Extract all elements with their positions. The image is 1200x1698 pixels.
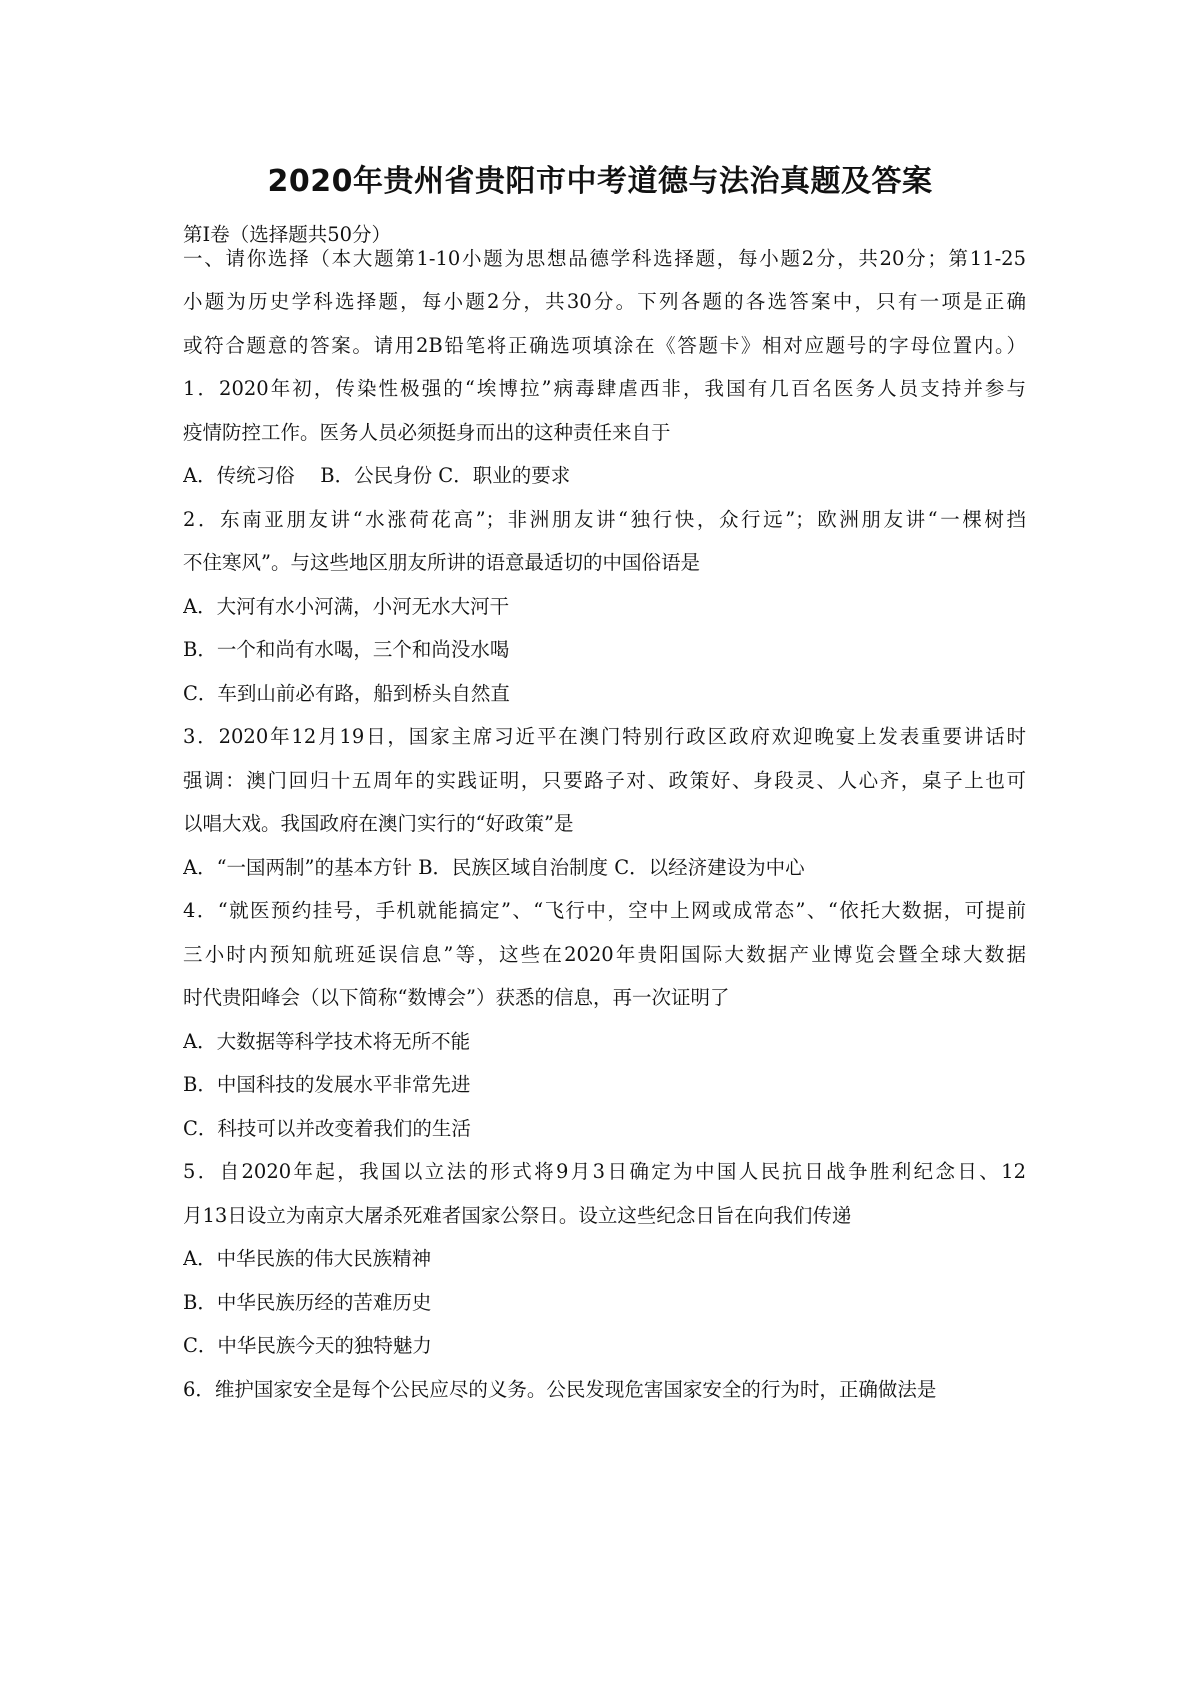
q1-stem-line-1: 1．2020年初，传染性极强的“埃博拉”病毒肆虐西非，我国有几百名医务人员支持并参与 (183, 377, 1026, 400)
q4-option-b: B．中国科技的发展水平非常先进 (183, 1073, 471, 1096)
q1-stem-line-2: 疫情防控工作。医务人员必须挺身而出的这种责任来自于 (183, 421, 671, 444)
q4-stem-line-2: 三小时内预知航班延误信息”等，这些在2020年贵阳国际大数据产业博览会暨全球大数据 (183, 943, 1026, 966)
instructions-line-1: 一、请你选择（本大题第1-10小题为思想品德学科选择题，每小题2分，共20分；第11-25 (183, 247, 1026, 270)
q2-option-a: A．大河有水小河满，小河无水大河干 (183, 595, 510, 618)
q5-option-b: B．中华民族历经的苦难历史 (183, 1291, 432, 1314)
instructions-line-3: 或符合题意的答案。请用2B铅笔将正确选项填涂在《答题卡》相对应题号的字母位置内。） (183, 334, 1026, 357)
instructions-line-2: 小题为历史学科选择题，每小题2分，共30分。下列各题的各选答案中，只有一项是正确 (183, 290, 1026, 313)
q5-stem-line-1: 5．自2020年起，我国以立法的形式将9月3日确定为中国人民抗日战争胜利纪念日、12 (183, 1160, 1026, 1183)
q3-stem-line-2: 强调：澳门回归十五周年的实践证明，只要路子对、政策好、身段灵、人心齐，桌子上也可 (183, 769, 1026, 792)
q2-stem-line-2: 不住寒风”。与这些地区朋友所讲的语意最适切的中国俗语是 (183, 551, 700, 574)
q3-options: A．“一国两制”的基本方针 B．民族区域自治制度 C．以经济建设为中心 (183, 856, 805, 879)
q5-option-a: A．中华民族的伟大民族精神 (183, 1247, 432, 1270)
q2-stem-line-1: 2．东南亚朋友讲“水涨荷花高”；非洲朋友讲“独行快，众行远”；欧洲朋友讲“一棵树挡 (183, 508, 1026, 531)
q3-stem-line-1: 3．2020年12月19日，国家主席习近平在澳门特别行政区政府欢迎晚宴上发表重要讲话时 (183, 725, 1026, 748)
q4-option-a: A．大数据等科学技术将无所不能 (183, 1030, 471, 1053)
q5-option-c: C．中华民族今天的独特魅力 (183, 1334, 432, 1357)
q6-stem-line-1: 6．维护国家安全是每个公民应尽的义务。公民发现危害国家安全的行为时，正确做法是 (183, 1378, 937, 1401)
q2-option-b: B．一个和尚有水喝，三个和尚没水喝 (183, 638, 510, 661)
document-title: 2020年贵州省贵阳市中考道德与法治真题及答案 (267, 164, 933, 199)
q2-option-c: C．车到山前必有路，船到桥头自然直 (183, 682, 510, 705)
q4-option-c: C．科技可以并改变着我们的生活 (183, 1117, 471, 1140)
q5-stem-line-2: 月13日设立为南京大屠杀死难者国家公祭日。设立这些纪念日旨在向我们传递 (183, 1204, 852, 1227)
q3-stem-line-3: 以唱大戏。我国政府在澳门实行的“好政策”是 (183, 812, 574, 835)
q4-stem-line-1: 4．“就医预约挂号，手机就能搞定”、“飞行中，空中上网或成常态”、“依托大数据，可提前 (183, 899, 1026, 922)
section-header: 第Ⅰ卷（选择题共50分） (183, 223, 392, 246)
q4-stem-line-3: 时代贵阳峰会（以下简称“数博会”）获悉的信息，再一次证明了 (183, 986, 730, 1009)
q1-options: A．传统习俗 B．公民身份 C．职业的要求 (183, 464, 571, 487)
